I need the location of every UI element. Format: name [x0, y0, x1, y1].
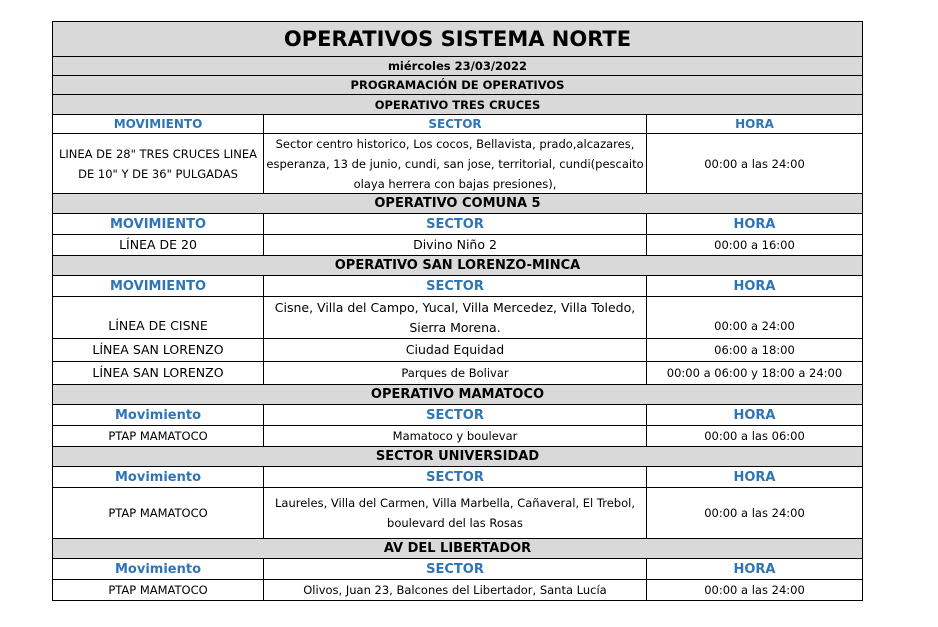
table-row [52, 339, 863, 362]
sector-cell: Mamatoco y boulevar [264, 426, 647, 446]
hora-cell: 00:00 a 06:00 y 18:00 a 24:00 [666, 366, 843, 380]
hora-cell: 00:00 a 24:00 [714, 319, 795, 333]
table-row [52, 362, 863, 385]
sector-cell: Cisne, Villa del Campo, Yucal, Villa Mercedez, Villa Toledo, Sierra Morena. [264, 297, 647, 338]
hora-cell: 00:00 a las 24:00 [704, 583, 805, 597]
col-sector-header: SECTOR [264, 276, 647, 296]
col-sector-header: SECTOR [264, 115, 647, 133]
movimiento-cell: LÍNEA DE CISNE [53, 297, 264, 338]
sector-cell: Ciudad Equidad [264, 339, 647, 361]
hora-cell: 00:00 a las 24:00 [704, 156, 805, 171]
movimiento-cell: PTAP MAMATOCO [53, 426, 264, 446]
col-movimiento-header: MOVIMIENTO [53, 276, 264, 296]
column-header-row [52, 214, 863, 235]
date-label: miércoles 23/03/2022 [387, 59, 528, 73]
section-title: OPERATIVO COMUNA 5 [374, 196, 541, 211]
sector-cell: Sector centro historico, Los cocos, Bellavista, prado,alcazares, esperanza, 13 de junio, cundi, san jose, territorial, cundi(pescaito olaya herrera con bajas presiones), [264, 134, 647, 193]
col-hora-header: HORA [733, 469, 776, 485]
table-row [52, 297, 863, 339]
movimiento-cell: LÍNEA DE 20 [53, 235, 264, 255]
section-title: SECTOR UNIVERSIDAD [375, 449, 540, 464]
col-sector-header: SECTOR [264, 214, 647, 234]
col-movimiento-header: MOVIMIENTO [53, 115, 264, 133]
col-sector-header: SECTOR [264, 559, 647, 579]
table-row [52, 134, 863, 194]
table-row [52, 488, 863, 539]
sector-cell: Laureles, Villa del Carmen, Villa Marbella, Cañaveral, El Trebol, boulevard del las Rosas [264, 488, 647, 538]
programacion-label: PROGRAMACIÓN DE OPERATIVOS [350, 78, 565, 92]
hora-cell: 06:00 a 18:00 [714, 343, 795, 357]
movimiento-cell: LINEA DE 28" TRES CRUCES LINEA DE 10" Y DE 36" PULGADAS [53, 134, 264, 193]
hora-cell: 00:00 a las 06:00 [704, 429, 805, 443]
col-sector-header: SECTOR [264, 467, 647, 487]
movimiento-cell: LÍNEA SAN LORENZO [53, 339, 264, 361]
section-title: AV DEL LIBERTADOR [383, 541, 532, 556]
col-movimiento-header: Movimiento [53, 405, 264, 425]
movimiento-cell: PTAP MAMATOCO [53, 580, 264, 600]
hora-cell: 00:00 a las 24:00 [704, 506, 805, 520]
table-row [52, 426, 863, 447]
table-row [52, 235, 863, 256]
column-header-row [52, 276, 863, 297]
sector-cell: Parques de Bolivar [264, 362, 647, 384]
section-title: OPERATIVO TRES CRUCES [374, 97, 541, 112]
col-sector-header: SECTOR [264, 405, 647, 425]
movimiento-cell: LÍNEA SAN LORENZO [53, 362, 264, 384]
sector-cell: Divino Niño 2 [264, 235, 647, 255]
section-header [52, 194, 863, 214]
table-row [52, 580, 863, 601]
col-movimiento-header: MOVIMIENTO [53, 214, 264, 234]
col-hora-header: HORA [735, 117, 774, 131]
col-movimiento-header: Movimiento [53, 559, 264, 579]
column-header-row [52, 559, 863, 580]
page-title: OPERATIVOS SISTEMA NORTE [283, 27, 632, 51]
section-title: OPERATIVO MAMATOCO [370, 387, 545, 402]
programacion-row [52, 76, 863, 95]
section-header [52, 539, 863, 559]
column-header-row [52, 405, 863, 426]
col-hora-header: HORA [733, 216, 776, 232]
col-hora-header: HORA [733, 561, 776, 577]
date-row [52, 57, 863, 76]
section-title: OPERATIVO SAN LORENZO-MINCA [334, 258, 581, 273]
operativos-table [52, 21, 863, 601]
column-header-row [52, 467, 863, 488]
hora-cell: 00:00 a 16:00 [714, 238, 795, 252]
sector-cell: Olivos, Juan 23, Balcones del Libertador, Santa Lucía [264, 580, 647, 600]
section-header [52, 385, 863, 405]
col-movimiento-header: Movimiento [53, 467, 264, 487]
title-row [52, 21, 863, 57]
column-header-row [52, 115, 863, 134]
section-header [52, 447, 863, 467]
section-header [52, 95, 863, 115]
col-hora-header: HORA [733, 278, 776, 294]
section-header [52, 256, 863, 276]
col-hora-header: HORA [733, 407, 776, 423]
movimiento-cell: PTAP MAMATOCO [53, 488, 264, 538]
